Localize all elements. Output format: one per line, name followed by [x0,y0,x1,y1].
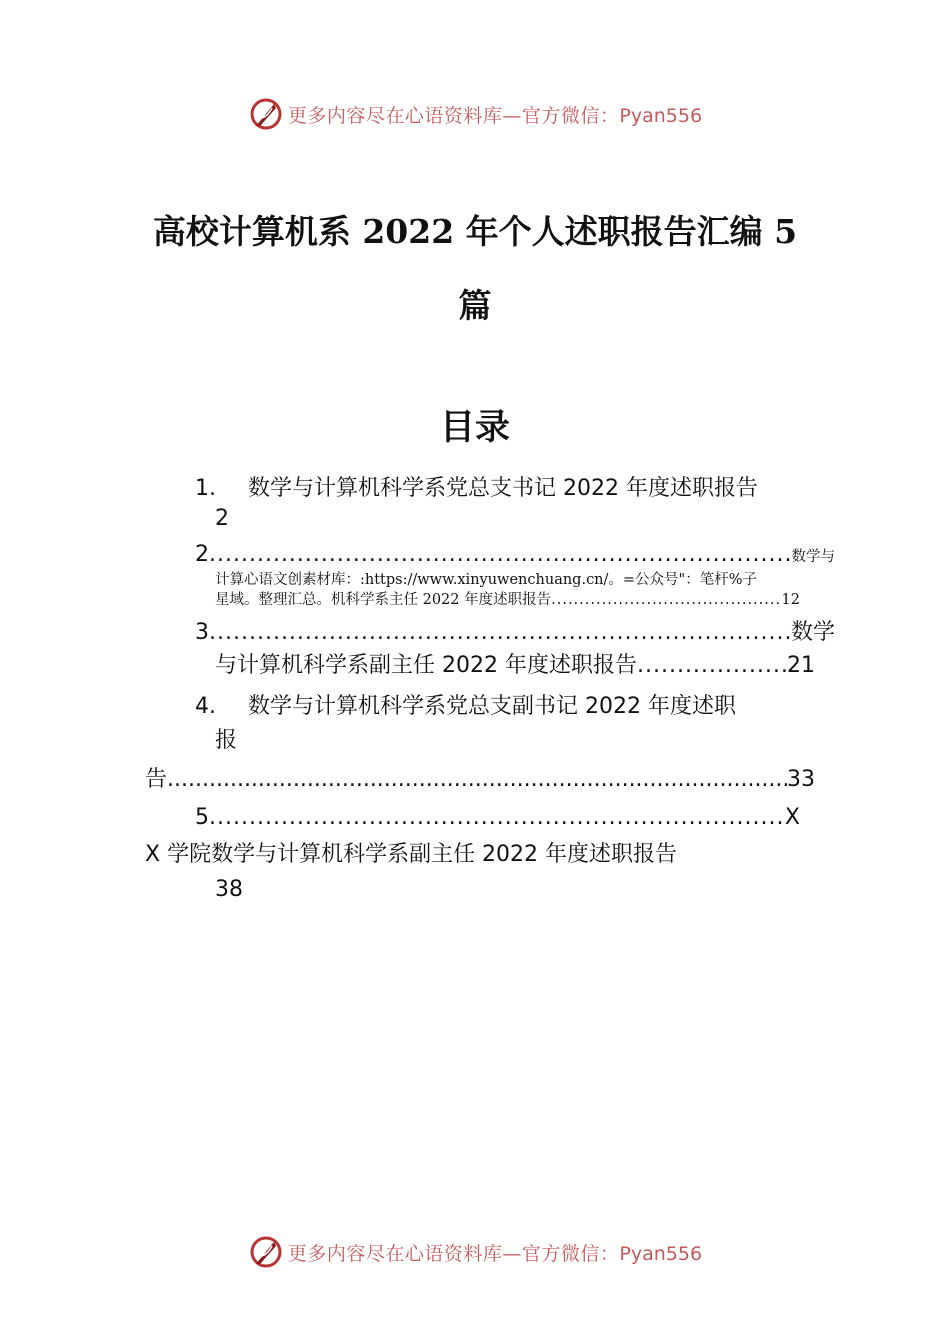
watermark-banner-bottom [0,1232,950,1272]
toc-leader-dots [167,765,787,795]
toc-entry-3-number: 3 [195,620,209,645]
toc-entry-2-page: 12 [781,592,800,608]
toc-entry-5-number: 5 [195,805,209,830]
wechat-id: Pyan556 [619,1242,703,1265]
banner-label: 更多内容尽在心语资料库—官方微信： [287,104,620,127]
toc-entry-4-line2: 报 [215,728,238,753]
banner-text [288,1239,702,1266]
document-title-line2: 篇 [458,286,492,325]
toc-entry-4-line3-text: 告 [145,767,168,792]
toc-entry-2-line2: 计算心语文创素材库：:https://www.xinyuwenchuang.cn/。=公众号"：笔杆%子 [215,572,758,588]
document-title-line1: 高校计算机系 2022 年个人述职报告汇编 5 [152,212,798,251]
toc-leader-dots [209,803,785,833]
toc-entry-5-line2: X 学院数学与计算机科学系副主任 2022 年度述职报告 [145,842,678,867]
toc-entry-4-number: 4. [195,694,216,719]
quill-logo-icon [248,1234,284,1270]
toc-entry-3-page: 21 [787,653,815,678]
quill-logo-icon [248,96,284,132]
toc-entry-4-line3 [145,765,815,795]
toc-leader-dots [209,540,792,570]
toc-entry-1-title[interactable]: 数学与计算机科学系党总支书记 2022 年度述职报告 [248,476,758,501]
toc-entry-2-line3 [215,590,800,610]
banner-text [288,101,702,128]
toc-entry-2-row[interactable] [195,540,835,572]
toc-entry-2-tail: 数学与 [791,549,835,565]
toc-entry-5-tail: X [784,805,800,830]
toc-entry-3-tail: 数学 [790,620,835,645]
toc-heading: 目录 [439,407,510,448]
toc-entry-3-line2 [215,651,815,681]
toc-leader-dots [637,651,787,681]
toc-entry-2-number: 2 [195,542,209,567]
toc-entry-1-page: 2 [215,506,229,531]
banner-label: 更多内容尽在心语资料库—官方微信： [287,1242,620,1265]
toc-entry-2-line3-text: 星域。整理汇总。机科学系主任 2022 年度述职报告 [215,592,552,608]
toc-entry-4-page: 33 [787,767,815,792]
toc-leader-dots [551,590,781,610]
toc-entry-5-row[interactable] [195,803,800,833]
toc-entry-4-title[interactable]: 数学与计算机科学系党总支副书记 2022 年度述职 [248,694,736,719]
watermark-banner-top [0,94,950,134]
toc-entry-3-line2-text: 与计算机科学系副主任 2022 年度述职报告 [215,653,637,678]
wechat-id: Pyan556 [619,104,703,127]
toc-leader-dots [209,618,791,648]
toc-entry-5-page: 38 [215,877,243,902]
toc-entry-1-number: 1. [195,476,216,501]
toc-entry-3-row[interactable] [195,618,835,648]
